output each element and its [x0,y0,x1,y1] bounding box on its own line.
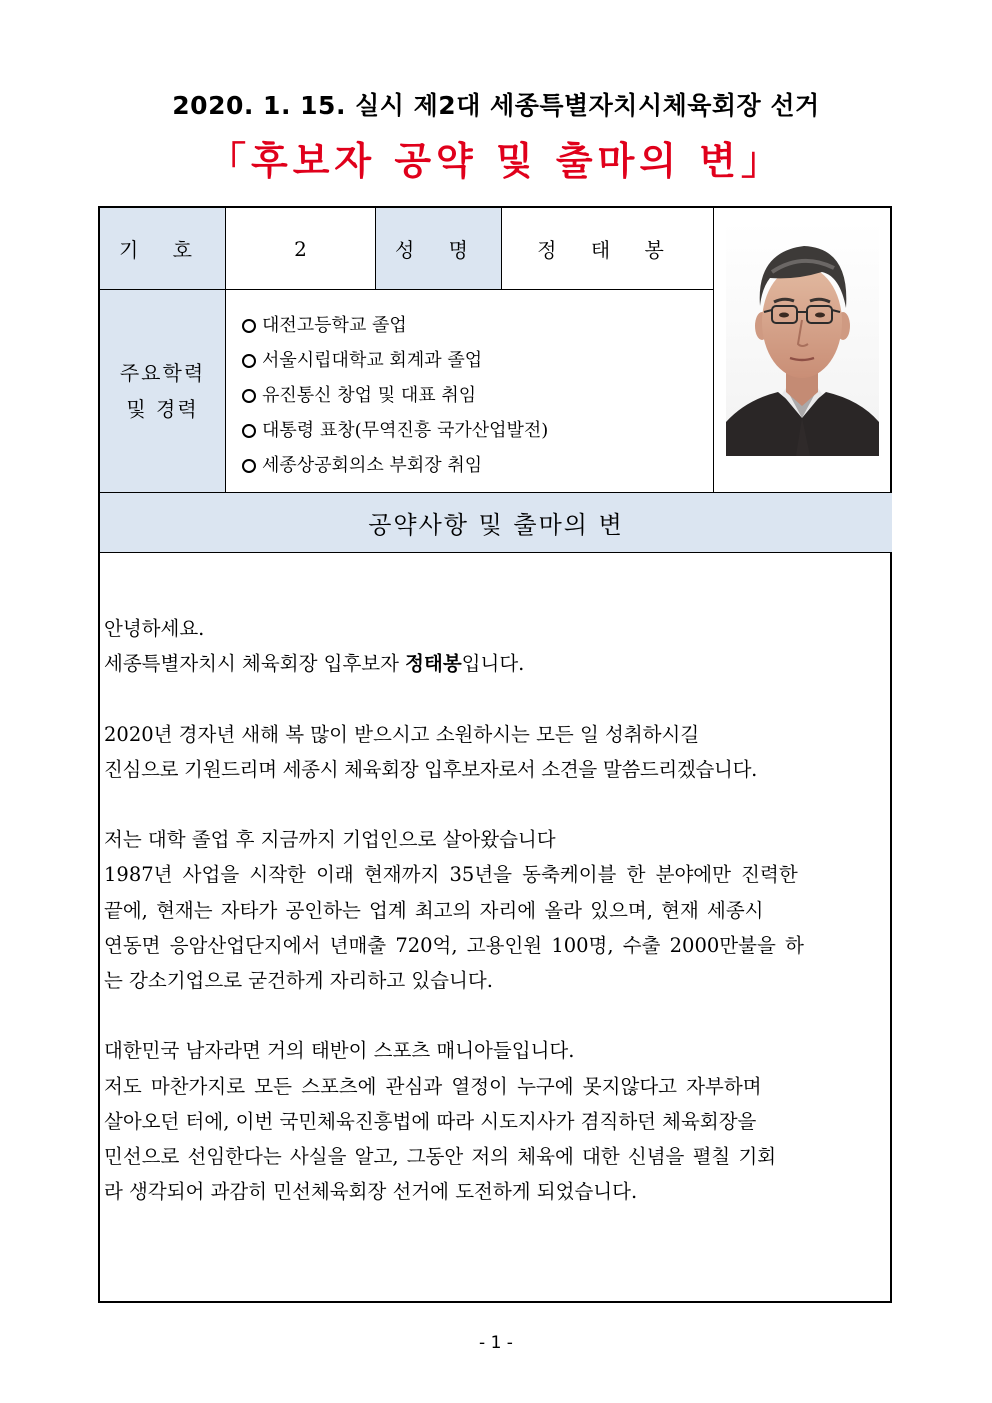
candidate-name-bold: 정태봉 [405,652,462,676]
circle-bullet-icon [242,354,256,368]
number-value: 2 [294,236,307,261]
statement-body [104,611,890,1245]
candidate-photo [726,222,879,456]
page-number: - 1 - [479,1333,513,1353]
section-heading: 공약사항 및 출마의 변 [368,511,624,539]
career-item: 유진통신 창업 및 대표 취임 [242,378,548,413]
circle-bullet-icon [242,319,256,333]
paragraph-greeting: 안녕하세요. 세종특별자치시 체육회장 입후보자 정태봉입니다. [104,617,525,676]
document-subtitle: 2020. 1. 15. 실시 제2대 세종특별자치시체육회장 선거 [172,91,820,120]
career-label-cell [100,290,226,493]
name-value: 정 태 봉 [537,238,678,262]
paragraph-new-year: 2020년 경자년 새해 복 많이 받으시고 소원하시는 모든 일 성취하시길 진심으로 기원드리며 세종시 체육회장 입후보자로서 소견을 말씀드리겠습니다. [104,722,758,781]
career-item: 대통령 표창(무역진흥 국가산업발전) [242,413,548,448]
name-label-cell [376,208,502,290]
career-label-line1: 주요학력 [119,361,206,385]
section-heading-cell [100,493,892,553]
career-item: 대전고등학교 졸업 [242,308,548,343]
name-value-cell [502,208,714,290]
name-label: 성 명 [395,238,482,262]
circle-bullet-icon [242,389,256,403]
paragraph-motivation: 대한민국 남자라면 거의 태반이 스포츠 매니아들입니다. 저도 마찬가지로 모든 스포츠에 관심과 열정이 누구에 못지않다고 자부하며 살아오던 터에, 이번 국민체육진흥법에 따라 시도지사가 겸직하던 체육회장을 민선으로 선임한다는 사실을 알고, 그동안 저의 체육에 대한 신념을 펼칠 기회 라 생각되어 과감히 민선체육회장 선거에 도전하게 되었습니다. [104,1039,777,1204]
paragraph-business: 저는 대학 졸업 후 지금까지 기업인으로 살아왔습니다 1987년 사업을 시작한 이래 현재까지 35년을 동축케이블 한 분야에만 진력한 끝에, 현재는 자타가 공인하는 업계 최고의 자리에 올라 있으며, 현재 세종시 연동면 응암산업단지에서 년매출 720억, 고용인원 100명, 수출 2000만불을 하 는 강소기업으로 굳건하게 자리하고 있습니다. [104,828,804,992]
career-item: 세종상공회의소 부회장 취임 [242,448,548,483]
career-item: 서울시립대학교 회계과 졸업 [242,343,548,378]
career-list-cell [226,290,714,493]
number-value-cell [226,208,376,290]
career-label-line2: 및 경력 [126,397,199,421]
candidate-table [98,206,892,1303]
circle-bullet-icon [242,459,256,473]
photo-cell [714,208,892,493]
circle-bullet-icon [242,424,256,438]
number-label: 기 호 [119,238,206,262]
body-cell [100,553,892,1301]
number-label-cell [100,208,226,290]
career-list [242,308,548,483]
document-title: 「후보자 공약 및 출마의 변」 [208,139,784,183]
